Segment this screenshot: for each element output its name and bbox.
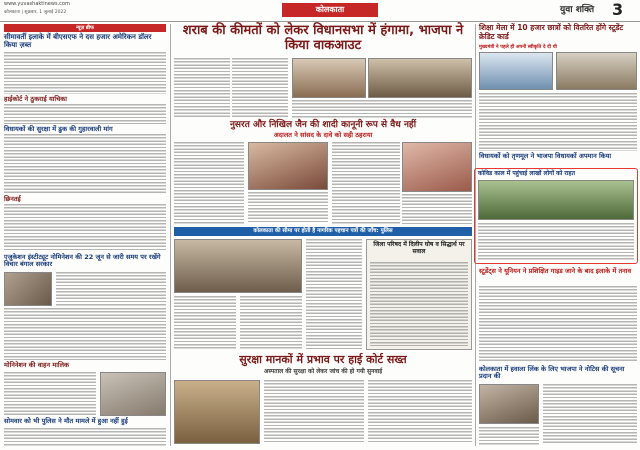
article-body [478, 223, 634, 261]
article-body [4, 204, 166, 252]
right-headline-4: स्टूडेंट्स ने यूनियन ने प्रशिक्षित गाइड जाने के बाद इलाके में तनाव [479, 267, 632, 275]
article-body [332, 142, 400, 224]
highlight-band: कोलकाता की सीमा पर होती है नागरिक पहचान पत्रों की जाँच: पुलिस [174, 227, 472, 236]
right-kicker: मुख्यमंत्री ने पहले ही अपनी स्वीकृति दे दी थी [479, 45, 557, 50]
issue-date: कोलकाता | शुक्रवार, 1 जुलाई 2022 [4, 10, 67, 15]
article-body [479, 427, 539, 445]
article-body [306, 239, 362, 350]
couple-photo [248, 142, 328, 190]
bottom-headline: सुरक्षा मानकों में प्रभाव पर हाई कोर्ट सख्त [239, 353, 407, 366]
news-photo [479, 384, 539, 424]
article-body [4, 104, 166, 124]
article-body [370, 262, 468, 346]
news-photo [292, 58, 366, 98]
left-headline-7: सोमवार को भी पुलिस ने मौत मामले में हुआ नहीं हुई [4, 417, 128, 425]
left-headline-3: विधायकों की सुरक्षा में ढुक की गुहारवाली मांग [4, 125, 113, 133]
article-body [368, 380, 472, 444]
left-headline-6: मोनिनेशन की वाहन मालिक [4, 361, 69, 369]
article-body [174, 58, 230, 118]
article-body [4, 52, 166, 94]
news-photo [4, 272, 52, 306]
left-headline-1: सीमावर्ती इलाके में बीएसएफ ने दस हजार अमेरिकन डॉलर किया ज़ब्त [4, 33, 152, 50]
right-headline-2: विधायकों को तृणमूल ने भाजपा विधायकों अपमान किया [479, 152, 612, 160]
article-body [4, 428, 166, 446]
article-body [4, 372, 96, 416]
left-kicker: न्यूज़ ब्रीफ [4, 24, 166, 32]
right-headline-3: कोविड काल में पहुंचाई लाखों लोगों को राहत [478, 170, 576, 177]
group-photo [174, 239, 302, 293]
article-body [479, 93, 637, 151]
side-box-title: जिला परिषद में दिलीप घोष व सिद्धार्थ पर सवाल [373, 241, 465, 255]
sub-headline: नुसरत और निखिल जैन की शादी कानूनी रूप से वैध नहीं [229, 120, 417, 130]
article-body [56, 272, 166, 306]
left-headline-2: हाईकोर्ट ने ठुकराई याचिका [4, 95, 67, 103]
sub-kicker: अदालत ने सांसद के दावे को सही ठहराया [273, 131, 373, 139]
article-body [264, 380, 364, 444]
portrait-photo [402, 142, 472, 192]
right-headline-5: कोलकाता में हवाला लिंक के लिए भाजपा ने नोटिस की सूचना प्रदान की [479, 365, 625, 381]
article-body [4, 134, 166, 194]
main-headline: शराब की कीमतों को लेकर विधानसभा में हंगामा, भाजपा ने किया वाकआउट [182, 23, 464, 53]
article-body [248, 192, 328, 224]
site-url: www.yuvashaktinews.com [4, 1, 70, 7]
news-photo [100, 372, 166, 416]
building-photo [174, 380, 260, 444]
news-photo [556, 52, 637, 90]
left-headline-4: छिनतई [4, 195, 21, 203]
article-body [232, 58, 288, 118]
brand-name: युवा शक्ति [560, 5, 595, 15]
article-body [292, 100, 472, 118]
article-body [402, 194, 472, 224]
relief-photo [478, 180, 634, 220]
article-body [174, 142, 244, 224]
left-headline-5: एजुकेशन इंस्टीट्यूट नोमिनेशन की 22 जून से जारी समय पर रखेंगे विचार बंगाल सरकार [4, 253, 161, 269]
bottom-sub: अस्पताल की सुरक्षा को लेकर जांच की हो गयी सुनवाई [263, 368, 383, 375]
news-photo [479, 52, 553, 90]
right-headline: शिक्षा मेला में 10 हजार छात्रों को वितरित होंगे स्टूडेंट क्रेडिट कार्ड [479, 23, 624, 41]
article-body [4, 308, 166, 360]
section-label: कोलकाता [282, 3, 378, 17]
article-body [240, 296, 302, 350]
page-number: 3 [612, 0, 624, 19]
article-body [479, 286, 637, 362]
article-body [543, 384, 637, 444]
masthead [0, 0, 640, 22]
article-body [174, 296, 236, 350]
news-photo [368, 58, 472, 98]
